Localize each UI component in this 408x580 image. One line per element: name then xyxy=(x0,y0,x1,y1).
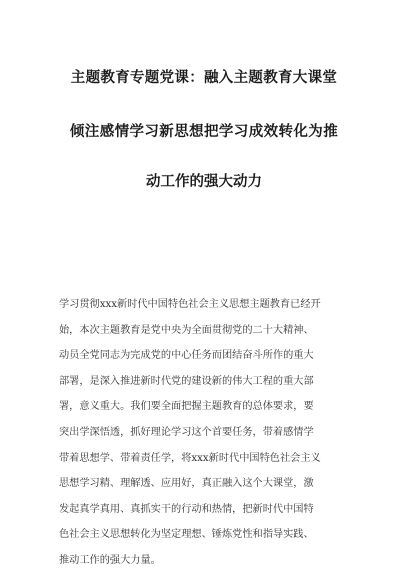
body-line: 思想学习精、理解透、应用好，真正融入这个大课堂，激 xyxy=(59,478,314,490)
document-body-paragraph xyxy=(59,292,353,574)
document-title-line-2: 倾注感情学习新思想把学习成效转化为推 xyxy=(69,124,339,140)
body-line: 始，本次主题教育是党中央为全面贯彻党的二十大精神、 xyxy=(59,324,314,336)
body-line: 色社会主义思想转化为坚定理想、锤炼党性和指导实践、 xyxy=(59,529,314,541)
document-title-line-1: 主题教育专题党课：融入主题教育大课堂 xyxy=(70,70,338,86)
body-line: 部署，是深入推进新时代党的建设新的伟大工程的重大部 xyxy=(59,375,314,387)
body-line: 推动工作的强大力量。 xyxy=(59,554,161,566)
body-line: 署，意义重大。我们要全面把握主题教育的总体要求，要 xyxy=(59,401,314,413)
body-line: 发起真学真用、真抓实干的行动和热情，把新时代中国特 xyxy=(59,503,314,515)
body-line: 突出学深悟透，抓好理论学习这个首要任务，带着感情学 xyxy=(59,426,314,438)
body-line: 动员全党同志为完成党的中心任务而团结奋斗所作的重大 xyxy=(59,350,314,362)
body-line: 带着思想学、带着责任学，将xxx新时代中国特色社会主义 xyxy=(59,452,321,464)
body-line: 学习贯彻xxx新时代中国特色社会主义思想主题教育已经开 xyxy=(59,299,321,310)
document-title-line-3: 动工作的强大动力 xyxy=(146,174,262,190)
